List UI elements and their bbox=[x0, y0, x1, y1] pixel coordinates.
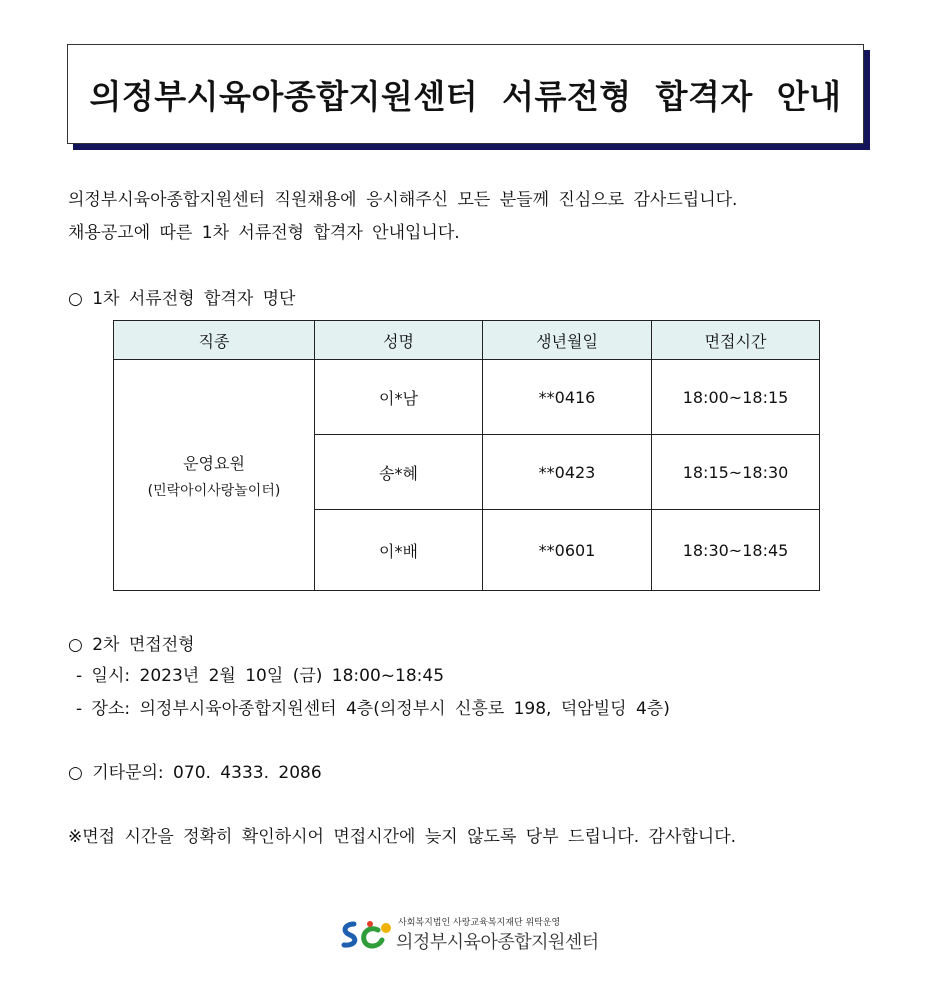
header-job: 직종 bbox=[114, 321, 315, 360]
applicant-birth: **0601 bbox=[483, 510, 652, 591]
applicant-name: 이*남 bbox=[315, 360, 483, 435]
header-name: 성명 bbox=[315, 321, 483, 360]
applicant-birth: **0423 bbox=[483, 435, 652, 510]
interview-time: 18:15~18:30 bbox=[652, 435, 820, 510]
interview-place: - 장소: 의정부시육아종합지원센터 4층(의정부시 신흥로 198, 덕암빌딩 4층) bbox=[76, 699, 670, 719]
interview-time: 18:30~18:45 bbox=[652, 510, 820, 591]
section1-heading: ○ 1차 서류전형 합격자 명단 bbox=[68, 289, 296, 309]
header-time: 면접시간 bbox=[652, 321, 820, 360]
page-title: 의정부시육아종합지원센터 서류전형 합격자 안내 bbox=[89, 76, 842, 116]
notice-text: ※면접 시간을 정확히 확인하시어 면접시간에 늦지 않도록 당부 드립니다. 감사합니다. bbox=[68, 827, 737, 847]
applicant-name: 이*배 bbox=[315, 510, 483, 591]
title-box bbox=[67, 44, 864, 144]
title-banner bbox=[67, 44, 864, 144]
interview-time: 18:00~18:15 bbox=[652, 360, 820, 435]
intro-line-1: 의정부시육아종합지원센터 직원채용에 응시해주신 모든 분들께 진심으로 감사드립니다. bbox=[68, 190, 738, 210]
section2-heading: ○ 2차 면접전형 bbox=[68, 635, 195, 655]
logo-center-name: 의정부시육아종합지원센터 bbox=[396, 932, 599, 953]
header-birth: 생년월일 bbox=[483, 321, 652, 360]
applicant-name: 송*혜 bbox=[315, 435, 483, 510]
job-name: 운영요원 bbox=[183, 453, 245, 473]
contact-info: ○ 기타문의: 070. 4333. 2086 bbox=[68, 763, 322, 783]
interview-date: - 일시: 2023년 2월 10일 (금) 18:00~18:45 bbox=[76, 666, 445, 686]
applicant-table bbox=[113, 320, 820, 591]
intro-line-2: 채용공고에 따른 1차 서류전형 합격자 안내입니다. bbox=[68, 223, 460, 243]
center-logo bbox=[340, 914, 610, 954]
table-header-row bbox=[114, 321, 820, 360]
logo-org-line: 사회복지법인 사랑교육복지재단 위탁운영 bbox=[398, 918, 561, 928]
job-location: (민락아이사랑놀이터) bbox=[147, 482, 281, 499]
center-logo-mark-icon bbox=[340, 918, 396, 952]
table-row bbox=[114, 360, 820, 435]
job-cell bbox=[114, 360, 315, 591]
applicant-birth: **0416 bbox=[483, 360, 652, 435]
